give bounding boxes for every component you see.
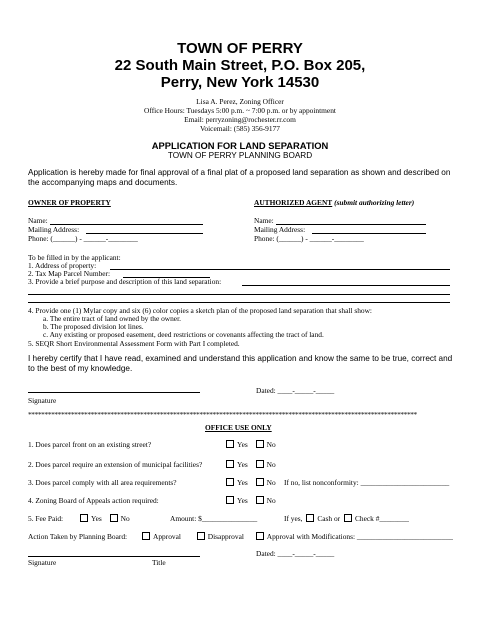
town-address-line1: 22 South Main Street, P.O. Box 205,: [114, 57, 366, 74]
purpose-field-2[interactable]: [28, 294, 450, 295]
q3-no-checkbox[interactable]: [256, 478, 264, 486]
q4-no-label: No: [266, 496, 276, 505]
voicemail: Voicemail: (585) 356-9177: [200, 124, 280, 133]
zoning-officer: Lisa A. Perez, Zoning Officer: [196, 97, 284, 106]
payment-method: [284, 514, 409, 523]
email: Email: perryzoning@rochester.rr.com: [184, 115, 296, 124]
agent-heading-row: [254, 198, 414, 207]
q4-yes-label: Yes: [237, 496, 248, 505]
disapproval-label: Disapproval: [207, 532, 244, 541]
owner-heading: OWNER OF PROPERTY: [28, 198, 111, 207]
if-yes-label: If yes,: [284, 514, 303, 523]
town-name: TOWN OF PERRY: [177, 40, 303, 57]
fee-yes-checkbox[interactable]: [80, 514, 88, 522]
fee-amount-field[interactable]: Amount: $_______________: [170, 514, 258, 523]
approval-modifications-checkbox[interactable]: [256, 532, 264, 540]
board-dated-field[interactable]: Dated: ____-_____-_____: [256, 549, 335, 558]
q3-label: 3. Does parcel comply with all area requirements?: [28, 478, 177, 487]
fee-no-checkbox[interactable]: [110, 514, 118, 522]
action-taken-label: Action Taken by Planning Board:: [28, 532, 128, 541]
q1-no-label: No: [266, 440, 276, 449]
certification-text: I hereby certify that I have read, examined and understand this application and know the same to be true, correct and to the best of my knowledge.: [28, 354, 453, 373]
q2-yes-checkbox[interactable]: [226, 460, 234, 468]
agent-note: (submit authorizing letter): [334, 198, 415, 207]
fee-no-label: No: [120, 514, 130, 523]
approval-label: Approval: [153, 532, 181, 541]
nonconformity-field[interactable]: If no, list nonconformity: ________________________: [284, 478, 450, 487]
q4-no-checkbox[interactable]: [256, 496, 264, 504]
agent-name-label: Name:: [254, 216, 274, 225]
office-hours: Office Hours: Tuesdays 5:00 p.m. ~ 7:00 p.m. or by appointment: [144, 106, 336, 115]
q2-yes-label: Yes: [237, 460, 248, 469]
fee-paid-options: [80, 514, 130, 523]
separator-stars: **********************************************************************************************************************: [28, 410, 417, 419]
q2-no-label: No: [266, 460, 276, 469]
item-sketch-a: a. The entire tract of land owned by the owner.: [43, 314, 181, 323]
cash-checkbox[interactable]: [306, 514, 314, 522]
applicant-dated-field[interactable]: Dated: ____-_____-_____: [256, 386, 335, 395]
q1-yes-label: Yes: [237, 440, 248, 449]
property-address-field[interactable]: [110, 269, 450, 270]
approval-checkbox[interactable]: [142, 532, 150, 540]
agent-heading: AUTHORIZED AGENT: [254, 198, 333, 207]
q5-label: 5. Fee Paid:: [28, 514, 64, 523]
intro-paragraph: Application is hereby made for final approval of a final plat of a proposed land separation as shown and described on the accompanying maps and documents.: [28, 168, 451, 187]
item-seqr: 5. SEQR Short Environmental Assessment Form with Part I completed.: [28, 339, 240, 348]
applicant-lead: To be filled in by the applicant:: [28, 253, 121, 262]
town-address-line2: Perry, New York 14530: [160, 74, 320, 91]
item-address-label: 1. Address of property:: [28, 261, 97, 270]
applicant-signature-field[interactable]: [28, 392, 200, 393]
item-sketch-b: b. The proposed division lot lines.: [43, 322, 144, 331]
check-number-field[interactable]: Check #________: [355, 514, 409, 523]
applicant-signature-label: Signature: [28, 396, 57, 405]
q1-label: 1. Does parcel front on an existing street?: [28, 440, 152, 449]
cash-label: Cash or: [317, 514, 341, 523]
purpose-field-3[interactable]: [28, 302, 450, 303]
form-title: APPLICATION FOR LAND SEPARATION: [151, 140, 329, 151]
agent-phone-field[interactable]: Phone: (______) - ______-________: [254, 234, 364, 243]
q3-yes-label: Yes: [237, 478, 248, 487]
fee-yes-label: Yes: [91, 514, 102, 523]
board-signature-field[interactable]: [28, 556, 200, 557]
owner-name-label: Name:: [28, 216, 48, 225]
purpose-field-1[interactable]: [242, 285, 450, 286]
item-sketch-c: c. Any existing or proposed easement, deed restrictions or covenants affecting the tract of land.: [43, 330, 324, 339]
check-checkbox[interactable]: [344, 514, 352, 522]
q2-options: [226, 460, 276, 469]
item-sketch-plan: 4. Provide one (1) Mylar copy and six (6) color copies a sketch plan of the proposed land separation that shall show:: [28, 306, 372, 315]
approval-modifications-field[interactable]: Approval with Modifications: __________________________: [266, 532, 453, 541]
q2-label: 2. Does parcel require an extension of municipal facilities?: [28, 460, 203, 469]
q4-options: [226, 496, 276, 505]
q3-no-label: No: [266, 478, 276, 487]
office-use-heading: OFFICE USE ONLY: [205, 423, 272, 432]
board-title-label: Title: [152, 558, 166, 567]
owner-mailing-label: Mailing Address:: [28, 225, 80, 234]
q3-yes-checkbox[interactable]: [226, 478, 234, 486]
board-signature-label: Signature: [28, 558, 57, 567]
action-options: [142, 532, 453, 541]
q1-options: [226, 440, 276, 449]
q1-no-checkbox[interactable]: [256, 440, 264, 448]
q4-label: 4. Zoning Board of Appeals action required:: [28, 496, 159, 505]
disapproval-checkbox[interactable]: [197, 532, 205, 540]
q2-no-checkbox[interactable]: [256, 460, 264, 468]
agent-mailing-label: Mailing Address:: [254, 225, 306, 234]
q1-yes-checkbox[interactable]: [226, 440, 234, 448]
owner-phone-field[interactable]: Phone: (______) - ______-________: [28, 234, 138, 243]
planning-board: TOWN OF PERRY PLANNING BOARD: [167, 151, 313, 160]
q3-options: [226, 478, 276, 487]
item-tax-map-label: 2. Tax Map Parcel Number:: [28, 269, 111, 278]
q4-yes-checkbox[interactable]: [226, 496, 234, 504]
item-purpose-label: 3. Provide a brief purpose and description of this land separation:: [28, 277, 222, 286]
